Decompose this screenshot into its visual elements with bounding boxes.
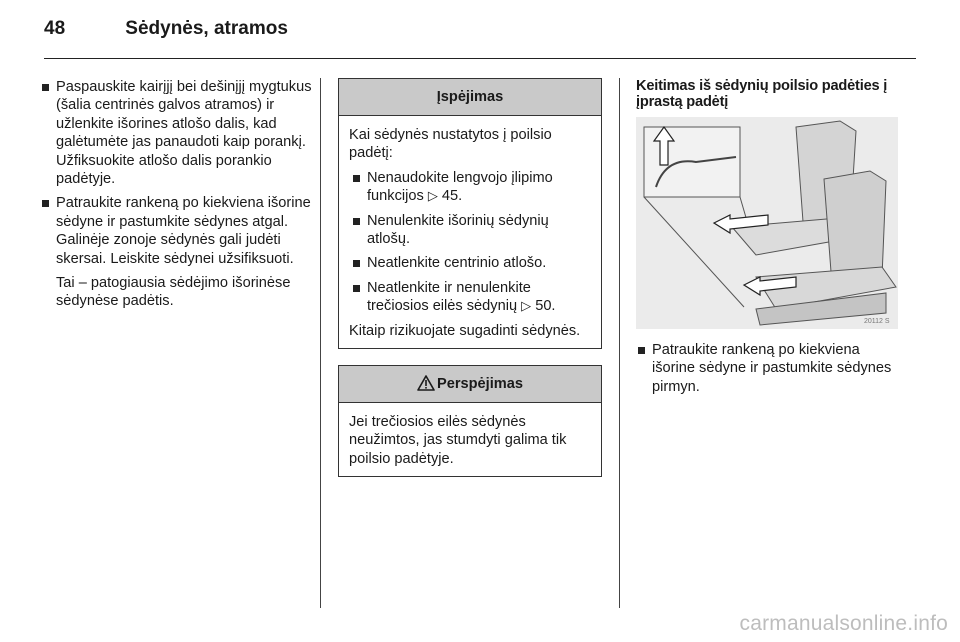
warning-heading-row [339,366,601,403]
xref-triangle-icon: ▷ [521,298,532,314]
page-header [44,18,288,40]
header-divider [44,58,916,59]
warning-heading: Perspėjimas [437,376,523,392]
xref-page[interactable]: 45. [441,188,463,205]
list-item: Nenulenkite išorinių sėdynių atlošų. [351,212,591,249]
caution-body [339,116,601,348]
column-divider-1 [320,78,321,608]
list-item: Nenaudokite lengvojo įlipimo funkcijos ▷ 45. [351,169,591,206]
caution-outro: Kitaip rizikuojate sugadinti sėdynės. [349,322,581,339]
warning-box [338,365,602,477]
right-column [636,78,904,402]
left-column [40,78,312,311]
list-item: Patraukite rankeną po kiekviena išorine sėdyne ir pastumkite sėdynes pirmyn. [636,341,904,396]
caution-box [338,78,602,349]
seat-illustration [636,117,898,329]
list-item: Patraukite rankeną po kiekviena išorine sėdyne ir pastumkite sėdynes atgal. Galinėje zonoje sėdynės gali judėti skersai. Leiskite sėdynei užsifiksuoti. [40,194,312,268]
section-subheading: Keitimas iš sėdynių poilsio padėties į įprastą padėtį [636,78,888,111]
page-title: Sėdynės, atramos [125,18,288,39]
list-item: Paspauskite kairįjį bei dešinįjį mygtukus (šalia centrinės galvos atramos) ir užlenkite išorines atlošo dalis, kad galėtumėte jas panaudoti kaip porankį. Užfiksuokite atlošo dalis porankio padėtyje. [40,78,312,188]
seat-adjustment-illustration [636,117,898,329]
watermark: carmanualsonline.info [739,612,948,635]
column-divider-2 [619,78,620,608]
warning-text: Jei trečiosios eilės sėdynės neužimtos, jas stumdyti galima tik poilsio padėtyje. [349,414,567,467]
xref-page[interactable]: 50. [535,298,556,315]
caution-heading: Įspėjimas [339,79,601,116]
xref-triangle-icon: ▷ [427,188,438,204]
warning-body [339,403,601,476]
figure-code: 20112 S [864,317,890,325]
list-item: Neatlenkite centrinio atlošo. [351,254,591,272]
warning-triangle-icon [417,375,435,391]
note-paragraph: Tai – patogiausia sėdėjimo išorinėse sėdynėse padėtis. [56,275,291,310]
caution-intro: Kai sėdynės nustatytos į poilsio padėtį: [349,127,552,162]
page-number: 48 [44,18,66,39]
list-item: Neatlenkite ir nenulenkite trečiosios eilės sėdynių ▷ 50. [351,279,591,316]
